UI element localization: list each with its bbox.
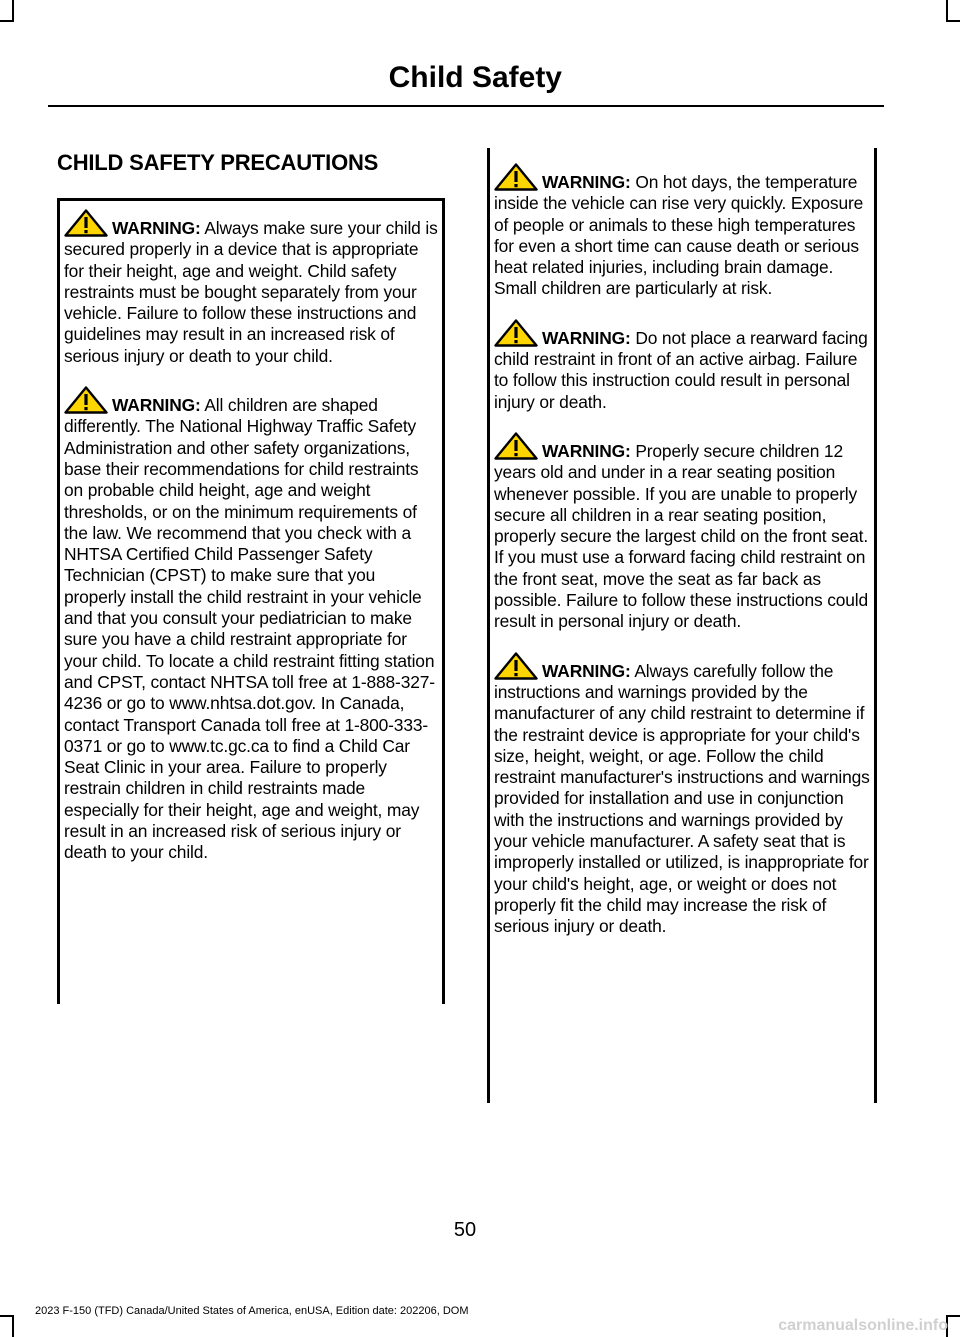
edition-footer: 2023 F-150 (TFD) Canada/United States of America, enUSA, Edition date: 202206, DOM — [35, 1305, 469, 1317]
page-title: Child Safety — [388, 61, 562, 94]
warning-block — [64, 386, 438, 864]
crop-mark — [12, 0, 14, 22]
crop-mark — [0, 1315, 14, 1317]
warning-label: WARNING: — [112, 395, 201, 416]
crop-mark — [0, 20, 14, 22]
section-heading: CHILD SAFETY PRECAUTIONS — [57, 150, 379, 175]
warning-triangle-icon — [494, 652, 538, 680]
crop-mark — [946, 20, 960, 22]
warning-text: Do not place a rearward facing child restraint in front of an active airbag. Failure to follow this instruction could result in personal injury or death. — [494, 327, 868, 412]
warning-text: All children are shaped differently. The National Highway Traffic Safety Administration and other safety organizations, base their recommendations for child restraints on probable child height, age and weight thresholds, or on the minimum requirements of the law. We recommend that you check with a NHTSA Certified Child Passenger Safety Technician (CPST) to make sure that you properly install the child restraint in your vehicle and that you consult your pediatrician to make sure you have a child restraint appropriate for your child. To locate a child restraint fitting station and CPST, contact NHTSA toll free at 1-888-327-4236 or go to www.nhtsa.dot.gov. In Canada, contact Transport Canada toll free at 1-800-333-0371 or go to www.tc.gc.ca to find a Child Car Seat Clinic in your area. Failure to properly restrain children in child restraints made especially for their height, age and weight, may result in an increased risk of serious injury or death to your child. — [64, 395, 435, 863]
warning-label: WARNING: — [542, 327, 631, 348]
warning-label: WARNING: — [542, 440, 631, 461]
warning-triangle-icon — [494, 163, 538, 191]
warning-block — [494, 432, 870, 633]
warning-text: On hot days, the temperature inside the vehicle can rise very quickly. Exposure of people or animals to these high temperatures for even a short time can cause death or serious heat related injuries, including brain damage. Small children are particularly at risk. — [494, 172, 864, 299]
warning-label: WARNING: — [112, 218, 201, 238]
warning-triangle-icon — [494, 319, 538, 347]
crop-mark — [12, 1315, 14, 1337]
warning-block — [494, 652, 870, 938]
warning-triangle-icon — [64, 386, 108, 414]
page-number: 50 — [453, 1219, 477, 1241]
warning-triangle-icon — [494, 432, 538, 460]
warning-label: WARNING: — [542, 172, 631, 192]
warning-triangle-icon — [64, 209, 108, 237]
warning-text: Always carefully follow the instructions and warnings provided by the manufacturer of any child restraint to determine if the restraint device is appropriate for your child's size, height, weight, or age. Follow the child restraint manufacturer's instructions and warnings provided for installation and use in conjunction with the instructions and warnings provided by your vehicle manufacturer. A safety seat that is improperly installed or utilized, is inappropriate for your child's height, age, or weight or does not properly fit the child may increase the risk of serious injury or death. — [494, 660, 870, 937]
crop-mark — [946, 1315, 960, 1317]
warning-label: WARNING: — [542, 660, 631, 681]
warning-block — [494, 163, 870, 300]
crop-mark — [946, 0, 948, 22]
left-warning-column — [57, 198, 445, 1004]
warning-block — [64, 209, 438, 367]
warning-text: Always make sure your child is secured properly in a device that is appropriate for their height, age and weight. Child safety restraints must be bought separately from your vehicle. Failure to follow these instructions and guidelines may result in an increased risk of serious injury or death to your child. — [64, 218, 438, 366]
header-rule — [48, 105, 884, 107]
right-warning-column — [487, 148, 877, 1103]
watermark-text: carmanualsonline.info — [778, 1317, 948, 1334]
warning-block — [494, 319, 870, 413]
warning-text: Properly secure children 12 years old and under in a rear seating position whenever possible. If you are unable to properly secure all children in a rear seating position, properly secure the largest child on the front seat. If you must use a forward facing child restraint on the front seat, move the seat as far back as possible. Failure to follow these instructions could result in personal injury or death. — [494, 440, 869, 632]
